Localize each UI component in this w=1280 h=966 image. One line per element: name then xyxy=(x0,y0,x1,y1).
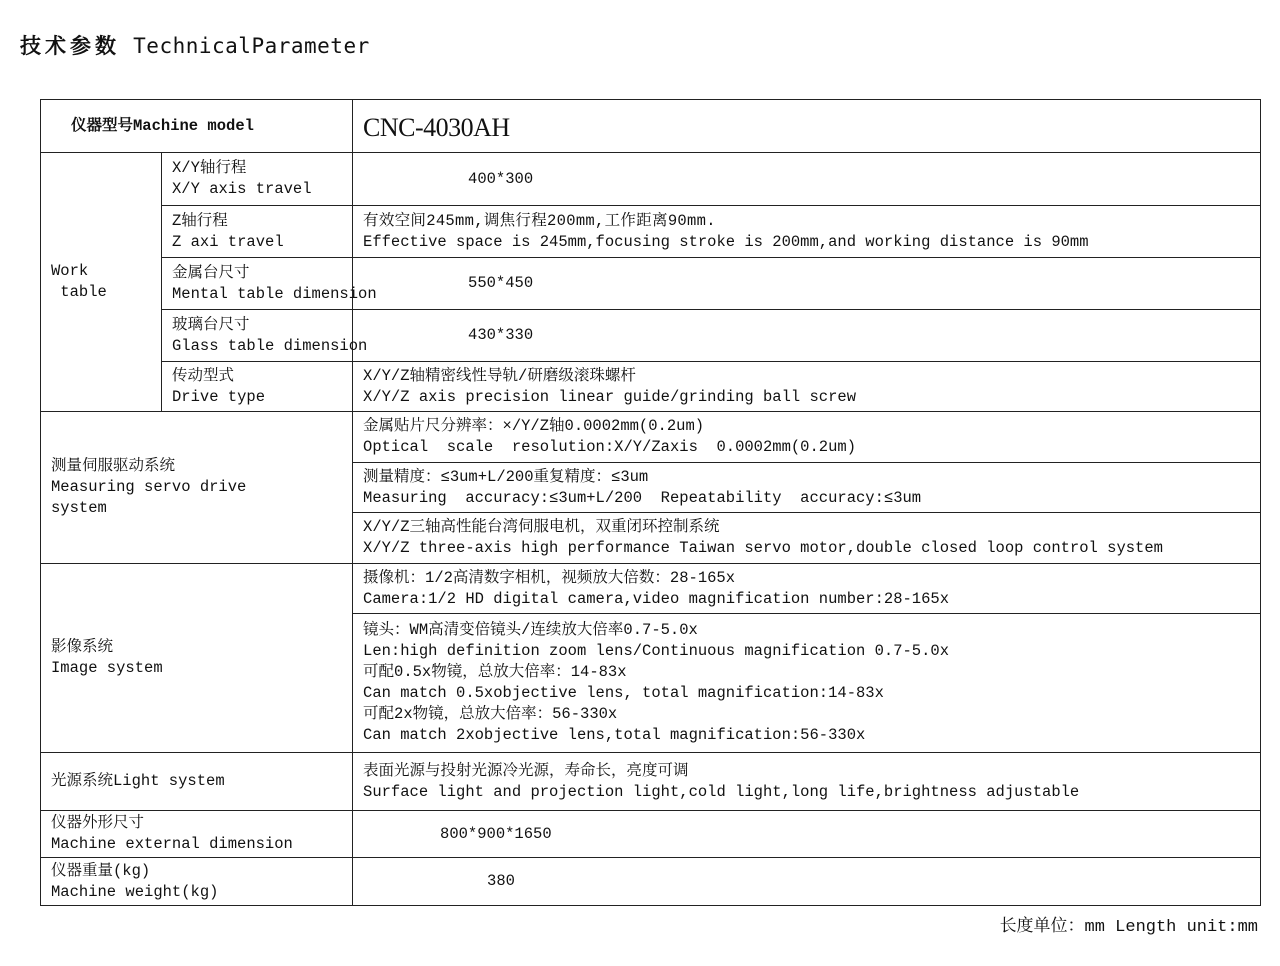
external-dimension-label: 仪器外形尺寸 Machine external dimension xyxy=(41,811,353,858)
metal-table-label: 金属台尺寸 Mental table dimension xyxy=(162,258,353,310)
metal-table-value: 550*450 xyxy=(353,258,1261,310)
drive-type-value: X/Y/Z轴精密线性导轨/研磨级滚珠螺杆 X/Y/Z axis precision linear guide/grinding ball screw xyxy=(353,362,1261,412)
spec-table xyxy=(40,99,1261,906)
row-scale-resolution xyxy=(41,412,1261,463)
row-drive-type xyxy=(41,362,1261,412)
scale-resolution-value: 金属贴片尺分辨率：×/Y/Z轴0.0002mm(0.2um) Optical scale resolution:X/Y/Zaxis 0.0002mm(0.2um) xyxy=(353,412,1261,463)
light-system-value: 表面光源与投射光源冷光源，寿命长，亮度可调 Surface light and projection light,cold light,long life,brightness adjustable xyxy=(353,753,1261,811)
accuracy-value: 测量精度：≤3um+L/200重复精度：≤3um Measuring accuracy:≤3um+L/200 Repeatability accuracy:≤3um xyxy=(353,463,1261,513)
xy-travel-value: 400*300 xyxy=(353,153,1261,206)
row-metal-table xyxy=(41,258,1261,310)
row-light-system xyxy=(41,753,1261,811)
z-travel-value: 有效空间245mm,调焦行程200mm,工作距离90mm. Effective space is 245mm,focusing stroke is 200mm,and working distance is 90mm xyxy=(353,206,1261,258)
page-title-en: TechnicalParameter xyxy=(133,34,370,58)
page-title-cn: 技术参数 xyxy=(20,34,120,58)
weight-label: 仪器重量(kg) Machine weight(kg) xyxy=(41,858,353,906)
weight-value: 380 xyxy=(353,858,1261,906)
glass-table-label: 玻璃台尺寸 Glass table dimension xyxy=(162,310,353,362)
glass-table-value: 430*330 xyxy=(353,310,1261,362)
z-travel-label: Z轴行程 Z axi travel xyxy=(162,206,353,258)
row-xy-travel xyxy=(41,153,1261,206)
xy-travel-label: X/Y轴行程 X/Y axis travel xyxy=(162,153,353,206)
row-external-dimension xyxy=(41,811,1261,858)
machine-model-value-cell xyxy=(353,100,1261,153)
length-unit-note: 长度单位：mm Length unit:mm xyxy=(999,918,1258,937)
work-table-label: Work table xyxy=(41,153,162,412)
external-dimension-value: 800*900*1650 xyxy=(353,811,1261,858)
camera-value: 摄像机：1/2高清数字相机，视频放大倍数：28-165x Camera:1/2 HD digital camera,video magnification number:28-165x xyxy=(353,564,1261,614)
row-weight xyxy=(41,858,1261,906)
machine-model-value: CNC-4030AH xyxy=(363,113,510,142)
image-system-label: 影像系统 Image system xyxy=(41,564,353,753)
row-glass-table xyxy=(41,310,1261,362)
row-camera xyxy=(41,564,1261,614)
drive-type-label: 传动型式 Drive type xyxy=(162,362,353,412)
lens-value: 镜头：WM高清变倍镜头/连续放大倍率0.7-5.0x Len:high definition zoom lens/Continuous magnification 0.7-5.0x 可配0.5x物镜，总放大倍率：14-83x Can match 0.5xobjective lens, total magnification:14-83x 可配2x物镜，总放大倍率：56-330x Can match 2xobjective lens,total magnification:56-330x xyxy=(353,614,1261,753)
servo-motor-value: X/Y/Z三轴高性能台湾伺服电机，双重闭环控制系统 X/Y/Z three-axis high performance Taiwan servo motor,double closed loop control system xyxy=(353,513,1261,564)
row-z-travel xyxy=(41,206,1261,258)
page-title xyxy=(20,30,370,60)
machine-model-label: 仪器型号Machine model xyxy=(41,100,353,153)
light-system-label: 光源系统Light system xyxy=(41,753,353,811)
measuring-label: 测量伺服驱动系统 Measuring servo drive system xyxy=(41,412,353,564)
row-machine-model xyxy=(41,100,1261,153)
